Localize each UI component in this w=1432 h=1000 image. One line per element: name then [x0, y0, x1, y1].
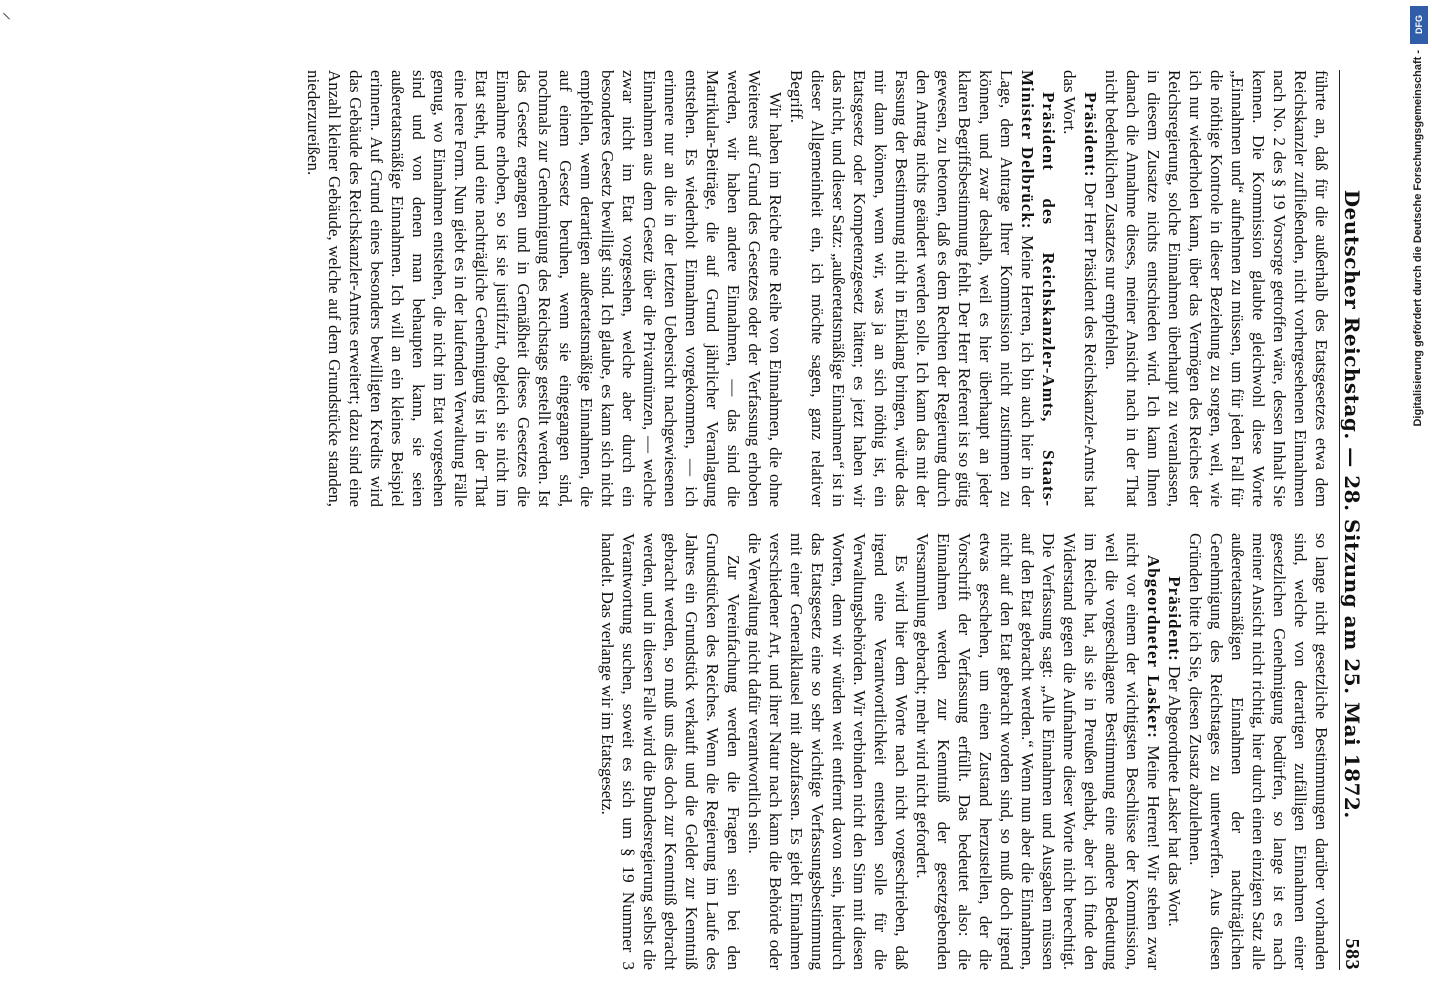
text-columns [20, 70, 1332, 970]
speech-text: Meine Herren! Wir stehen zwar nicht vor einem der wichtigsten Beschlüsse der Kommission, weil die vorgeschlagene Bestimmung eine andere Bedeutung im Reiche hat, als sie in Preußen gehabt, aber ich finde den Widerstand gegen die Aufnahme dieser Worte nicht berechtigt. Die Verfassung sagt: „Alle Einnahmen und Ausgaben müssen auf den Etat gebracht werden.“ Wenn nun aber die Einnahmen, nicht auf den Etat gebracht worden sind, so muß doch irgend etwas geschehen, um einen Zustand herzustellen, der die Vorschrift der Verfassung erfüllt. Das bedeutet also: die Einnahmen werden zur Kenntniß der gesetzgebenden Versammlung gebracht; mehr wird nicht gefordert. [913, 533, 1163, 970]
speaker-label: Präsident: [1081, 92, 1100, 178]
speaker-label: Präsident: [1165, 576, 1184, 662]
dfg-logo [1410, 6, 1428, 44]
dfg-badge-text: DFG [1414, 15, 1424, 35]
running-head [1339, 70, 1380, 970]
column-left [20, 70, 1332, 507]
paragraph: Es wird hier dem Worte nach nicht vorgeschrieben, daß irgend eine Verantwortlichkeit entstehen solle für die Verwaltungsbehörden. Wir verbinden nicht den Sinn mit diesen Worten, denn wir würden weit entfernt davon sein, hierdurch das Etatsgesetz eine so sehr wichtige Verfassungsbestimmung mit einer Generalklausel mit abzufassen. Es giebt Einnahmen verschiedener Art, und ihrer Natur nach kann die Behörde oder die Verwaltung nicht dafür verantwortlich sein. [745, 533, 911, 970]
speaker-label: Abgeordneter Lasker: [1144, 555, 1163, 739]
paragraph: Zur Vereinfachung werden die Fragen sein bei den Grundstücken des Reiches. Wenn die Regierung im Laufe des Jahres ein Grundstück verkauft und die Gelder zur Kenntniß gebracht werden, so muß uns dies doch zur Kenntniß gebracht werden, und in diesen Falle wird die Bundesregierung selbst die Verantwortung suchen, soweit es sich um § 19 Nummer 3 handelt. Das verlange wir im Etatsgesetz. [598, 533, 743, 970]
page-header-title: Deutscher Reichstag. — 28. Sitzung am 25. Mai 1872. [1340, 189, 1364, 819]
president-line [1164, 533, 1185, 970]
column-right [20, 533, 1332, 970]
digitization-credit [1408, 50, 1428, 990]
president-text: Der Herr Präsident des Reichskanzler-Amts hat das Wort. [1060, 70, 1100, 507]
president-line [1059, 70, 1101, 507]
speaker-line [912, 533, 1164, 970]
speaker-line [786, 70, 1059, 507]
paragraph: Wir haben im Reiche eine Reihe von Einnahmen, die ohne Weiteres auf Grund des Gesetzes oder der Verfassung erhoben werden, wir haben andere Einnahmen, — das sind die Matrikular-Beiträge, die auf Grund jährlicher Veranlagung entstehen. Es wiederholt Einnahmen vorgekommen, — ich erinnere nur an die in der letzten Uebersicht nachgewiesenen Einnahmen aus dem Gesetz über die Privatmünzen, — welche zwar nicht im Etat vorgesehen, welche aber durch ein besonderes Gesetz bewilligt sind. Ich glaube, es kann sich nicht empfehlen, wenn derartigen außeretatsmäßige Einnahmen, die auf einem Gesetz beruhen, wenn sie eingegangen sind, nochmals zur Genehmigung des Reichstags gestellt werden. Ist das Gesetz ergangen und in Gemäßheit dieses Gesetzes die Einnahme erhoben, so ist sie justifizirt, obgleich sie nicht im Etat steht, und eine nachträgliche Genehmigung ist in der That eine leere Form. Nun giebt es in der laufenden Verwaltung Fälle genug, wo Einnahmen entstehen, die nicht im Etat vorgesehen sind und von denen man behaupten kann, sie seien außeretatsmäßige Einnahmen. Ich will an ein kleines Beispiel erinnern. Auf Grund eines besonders bewilligten Kredits wird das Gebäude des Reichskanzler-Amtes erweitert; dazu sind eine Anzahl kleiner Gebäude, welche auf dem Grundstücke standen, niederzureißen. [304, 70, 785, 507]
paragraph: führte an, daß für die außerhalb des Etatsgesetzes etwa dem Reichskanzler zufließenden, nicht vorhergesehenen Einnahmen nach No. 2 des § 19 Vorsorge getroffen wäre, dessen Inhalt Sie kennen. Die Kommission glaubte gleichwohl diese Worte „Einnahmen und“ aufnehmen zu müssen, um für jeden Fall für die nöthige Kontrole in dieser Beziehung zu sorgen, weil, wie ich nur wiederholen kann, über das Vermögen des Reiches der Reichsregierung, solche Einnahmen überhaupt zu veranlassen, in diesem Zusatze nichts entschieden wird. Ich kann Ihnen danach die Annahme dieses, meiner Ansicht nach in der That nicht bedenklichen Zusatzes nur empfehlen. [1102, 70, 1331, 507]
credit-text: Digitalisierung gefördert durch die Deutsche Forschungsgemeinschaft - [1412, 50, 1424, 427]
president-text: Der Abgeordnete Lasker hat das Wort. [1165, 666, 1184, 927]
page-number: 583 [1341, 938, 1363, 970]
speaker-label: Präsident des Reichskanzler-Amts, Staats-Minister Delbrück: [1018, 70, 1058, 507]
paragraph: so lange nicht gesetzliche Bestimmungen darüber vorhanden sind, welche von derartigen zufälligen Einnahmen einer gesetzlichen Genehmigung bedürfen, so lange ist es nach meiner Ansicht nicht richtig, hier durch einen einzigen Satz alle außeretatsmäßigen Einnahmen der nachträglichen Genehmigung des Reichstages zu unterwerfen. Aus diesen Gründen bitte ich Sie, diesen Zusatz abzulehnen. [1186, 533, 1331, 970]
speech-text: Meine Herren, ich bin auch hier in der Lage, dem Antrage Ihrer Kommission nicht zustimmen zu können, und zwar deshalb, weil es hier überhaupt an jeder klaren Begriffsbestimmung fehlt. Der Herr Referent ist so gütig gewesen, zu betonen, daß es dem Rechten der Regierung durch den Antrag nichts geändert werden solle. Ich kann das mit der Fassung der Bestimmung nicht in Einklang bringen, würde das mir dann können, wenn wir, was ja an sich nöthig ist, ein Etatsgesetz oder Kompetenzgesetz hätten; es jetzt haben wir das nicht, und dieser Satz: „außeretatsmäßige Einnahmen“ ist in dieser Allgemeinheit ein, ich möchte sagen, ganz relativer Begriff. [787, 70, 1037, 507]
corner-mark: ⸜ [2, 2, 11, 23]
